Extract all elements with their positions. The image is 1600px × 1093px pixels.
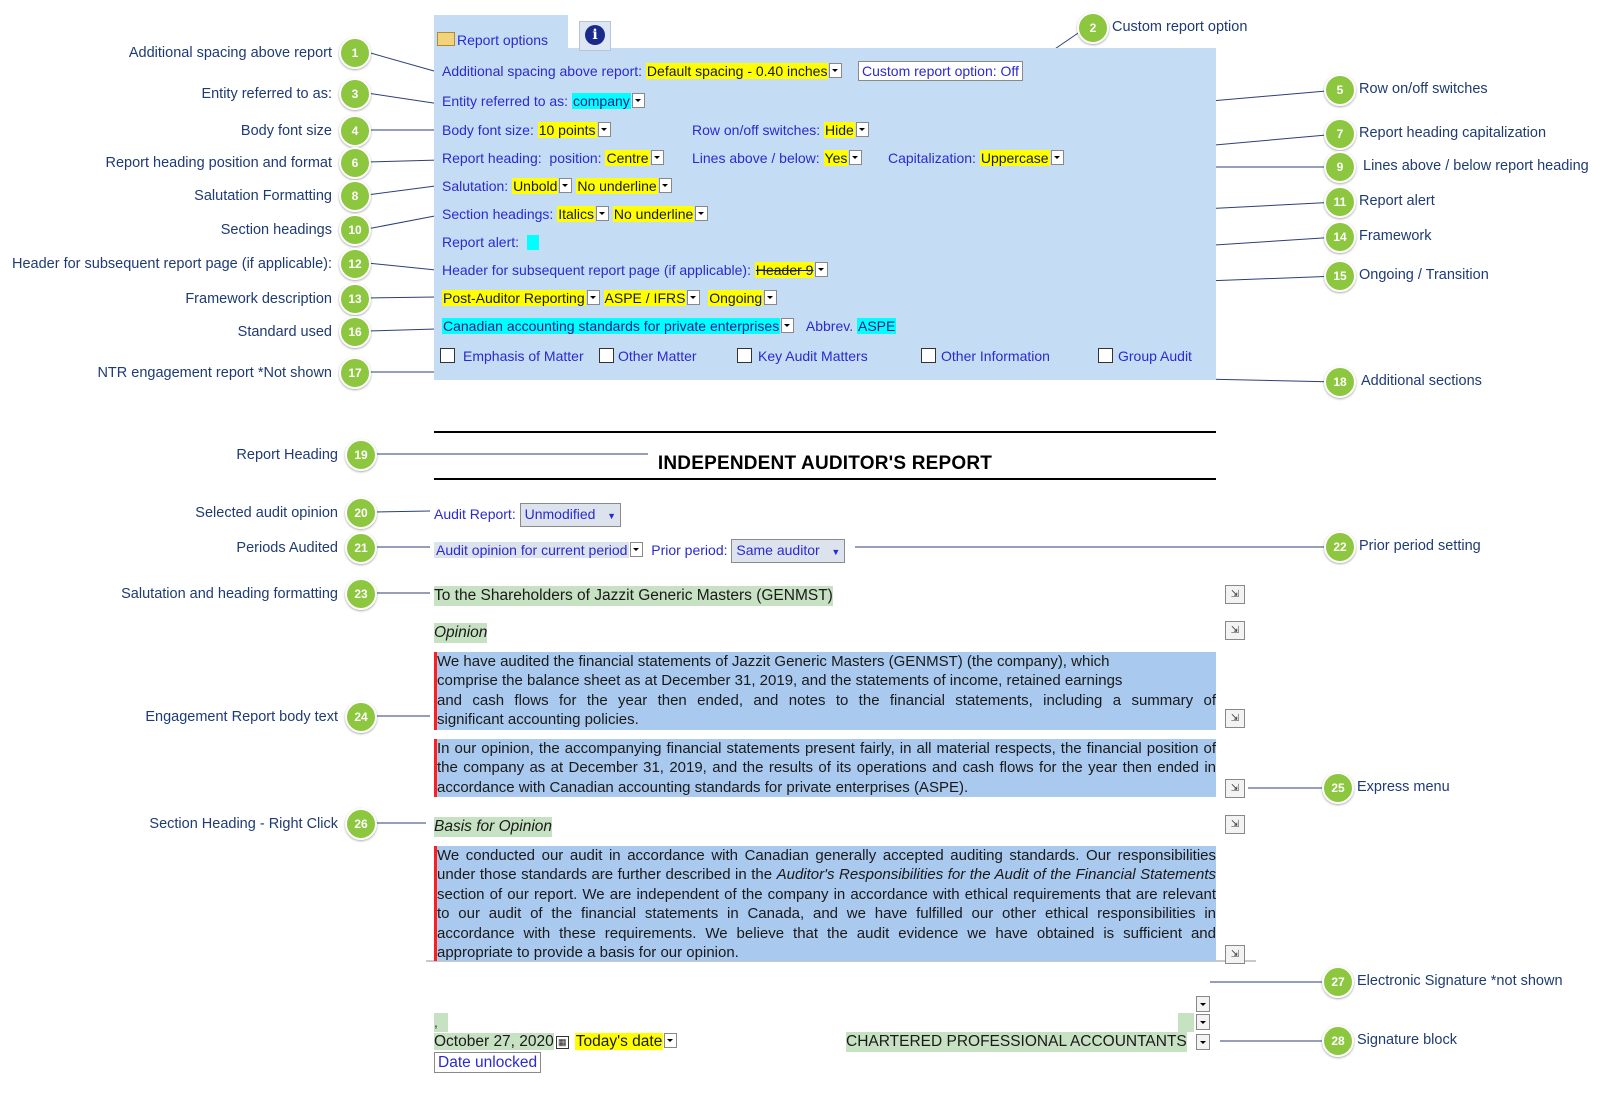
entity-select[interactable]: company — [572, 93, 630, 109]
section-checkbox-other-matter[interactable] — [599, 347, 697, 365]
section-headings-row — [442, 205, 708, 223]
info-button[interactable] — [579, 21, 611, 51]
callout-badge-26: 26 — [345, 808, 377, 840]
callout-label-8: Salutation Formatting — [194, 188, 332, 204]
capitalization-select[interactable]: Uppercase — [980, 150, 1049, 166]
callout-badge-27: 27 — [1322, 966, 1354, 998]
chevron-down-icon[interactable] — [1051, 150, 1064, 165]
report-heading-label: Report heading: — [442, 150, 542, 166]
callout-label-19: Report Heading — [236, 447, 338, 463]
position-label: position: — [549, 150, 602, 166]
chevron-down-icon[interactable] — [781, 318, 794, 333]
info-icon: i — [585, 25, 605, 45]
basis-paragraph[interactable] — [434, 846, 1216, 961]
callout-label-20: Selected audit opinion — [195, 505, 338, 521]
checkbox[interactable] — [921, 348, 936, 363]
chevron-down-icon: ▼ — [607, 511, 617, 521]
calendar-icon[interactable]: ▦ — [556, 1036, 569, 1049]
callout-badge-23: 23 — [345, 578, 377, 610]
callout-badge-1: 1 — [339, 37, 371, 69]
date-option-select[interactable]: Today's date — [575, 1033, 663, 1050]
callout-label-28: Signature block — [1357, 1032, 1457, 1048]
checkbox-label: Emphasis of Matter — [463, 348, 584, 364]
firm-name[interactable]: CHARTERED PROFESSIONAL ACCOUNTANTS — [846, 1033, 1187, 1050]
callout-label-16: Standard used — [237, 324, 332, 340]
report-heading-line-below — [434, 478, 1216, 480]
checkbox-label: Key Audit Matters — [758, 348, 868, 364]
opinion-paragraph-2[interactable] — [434, 739, 1216, 797]
callout-badge-25: 25 — [1322, 772, 1354, 804]
express-menu-icon[interactable]: ⇲ — [1225, 621, 1245, 640]
period-select[interactable]: Audit opinion for current period — [436, 542, 628, 558]
chevron-down-icon[interactable] — [849, 150, 862, 165]
spacing-select[interactable]: Default spacing - 0.40 inches — [646, 63, 828, 79]
report-title: INDEPENDENT AUDITOR'S REPORT — [657, 453, 993, 474]
salutation-label: Salutation: — [442, 178, 509, 194]
chevron-down-icon[interactable] — [687, 290, 700, 305]
standard-select[interactable]: Canadian accounting standards for private enterprises — [443, 318, 780, 334]
body-text: In our opinion, the accompanying financial statements present fairly, in all material respects, the financial position of the company as at December 31, 2019, and the results of its operations and cash flows for the year then ended in accordance with Canadian accounting standards for private enterprises (ASPE). — [437, 740, 1216, 796]
callout-badge-5: 5 — [1324, 74, 1356, 106]
callout-label-12: Header for subsequent report page (if applicable): — [12, 256, 332, 272]
spacing-label: Additional spacing above report: — [442, 63, 643, 79]
font-size-label: Body font size: — [442, 122, 534, 138]
callout-label-5: Row on/off switches — [1359, 81, 1488, 97]
chevron-down-icon: ▼ — [831, 547, 841, 557]
callout-badge-8: 8 — [339, 180, 371, 212]
font-size-select[interactable]: 10 points — [538, 122, 596, 138]
checkbox[interactable] — [599, 348, 614, 363]
row-switch-label: Row on/off switches: — [692, 122, 821, 138]
callout-label-15: Ongoing / Transition — [1359, 267, 1489, 283]
chevron-down-icon[interactable] — [764, 290, 777, 305]
chevron-down-icon[interactable] — [1196, 996, 1210, 1012]
audit-report-row — [434, 503, 621, 527]
callout-label-27: Electronic Signature *not shown — [1357, 973, 1563, 989]
signature-placeholder[interactable] — [1178, 1013, 1194, 1032]
audit-opinion-select[interactable] — [520, 503, 621, 527]
section-checkbox-kam[interactable] — [737, 347, 868, 365]
callout-label-7: Report heading capitalization — [1359, 125, 1547, 141]
callout-label-14: Framework — [1359, 228, 1432, 244]
express-menu-icon[interactable]: ⇲ — [1225, 945, 1245, 964]
express-menu-icon[interactable]: ⇲ — [1225, 815, 1245, 834]
custom-report-option-button[interactable]: Custom report option: Off — [858, 61, 1023, 81]
lines-label: Lines above / below: — [692, 150, 820, 166]
prior-period-label: Prior period: — [651, 542, 728, 558]
express-menu-icon[interactable]: ⇲ — [1225, 709, 1245, 728]
chevron-down-icon[interactable] — [632, 93, 645, 108]
callout-badge-7: 7 — [1324, 118, 1356, 150]
salutation-underline-select[interactable]: No underline — [577, 178, 657, 194]
callout-label-18: Additional sections — [1361, 373, 1482, 389]
callout-badge-15: 15 — [1324, 260, 1356, 292]
opinion-paragraph-1[interactable] — [434, 652, 1216, 730]
callout-label-21: Periods Audited — [236, 540, 338, 556]
header-select[interactable]: Header 9 — [755, 262, 814, 278]
callout-badge-13: 13 — [339, 283, 371, 315]
callout-badge-11: 11 — [1324, 186, 1356, 218]
audit-opinion-value: Unmodified — [524, 506, 596, 522]
report-heading-line-above — [434, 431, 1216, 433]
basis-heading[interactable]: Basis for Opinion — [434, 818, 553, 835]
prior-period-select[interactable] — [731, 539, 845, 563]
callout-label-23: Salutation and heading formatting — [121, 586, 338, 602]
header-label: Header for subsequent report page (if applicable): — [442, 262, 751, 278]
report-heading-row — [442, 149, 664, 167]
express-menu-icon[interactable]: ⇲ — [1225, 585, 1245, 604]
callout-label-6: Report heading position and format — [105, 155, 332, 171]
callout-badge-28: 28 — [1322, 1025, 1354, 1057]
callout-label-11: Report alert — [1359, 193, 1435, 209]
section-style-select[interactable]: Italics — [558, 206, 594, 222]
framework-row — [442, 289, 777, 307]
date-unlocked-button[interactable]: Date unlocked — [434, 1052, 541, 1073]
lines-row — [692, 149, 862, 167]
callout-badge-12: 12 — [339, 248, 371, 280]
report-options-label: Report options — [457, 32, 549, 48]
folder-icon — [437, 32, 455, 46]
body-text-italic: Auditor's Responsibilities for the Audit of the Financial Statements — [776, 866, 1217, 884]
opinion-heading[interactable]: Opinion — [434, 624, 488, 641]
body-text — [437, 846, 1216, 962]
body-line: and cash flows for the year then ended, and notes to the financial statements, including a summary of — [437, 691, 1216, 709]
callout-label-26: Section Heading - Right Click — [149, 816, 338, 832]
checkbox[interactable] — [737, 348, 752, 363]
report-date[interactable]: October 27, 2020 — [434, 1033, 554, 1050]
standard-row — [442, 317, 896, 335]
section-checkbox-emphasis[interactable] — [440, 347, 584, 365]
callout-label-24: Engagement Report body text — [145, 709, 338, 725]
report-alert-row — [442, 233, 539, 251]
callout-badge-14: 14 — [1324, 221, 1356, 253]
body-line: significant accounting policies. — [437, 711, 639, 729]
section-checkbox-group-audit[interactable] — [1098, 347, 1192, 365]
report-alert-label: Report alert: — [442, 234, 520, 250]
checkbox-label: Other Matter — [618, 348, 697, 364]
salutation-line[interactable]: To the Shareholders of Jazzit Generic Masters (GENMST) — [434, 587, 833, 604]
checkbox-label: Group Audit — [1118, 348, 1192, 364]
lines-select[interactable]: Yes — [824, 150, 848, 166]
checkbox-label: Other Information — [941, 348, 1050, 364]
abbrev-label: Abbrev. — [805, 318, 854, 334]
capitalization-label: Capitalization: — [888, 150, 976, 166]
framework-select[interactable]: ASPE / IFRS — [604, 290, 686, 306]
callout-badge-3: 3 — [339, 78, 371, 110]
body-text-part: We conducted our audit in accordance with Canadian generally accepted auditing standards. Our responsibilities under those standards are further described in the — [437, 847, 1216, 884]
chevron-down-icon[interactable] — [651, 150, 664, 165]
prior-period-value: Same auditor — [736, 542, 820, 558]
callout-label-9: Lines above / below report heading — [1363, 158, 1589, 174]
callout-label-22: Prior period setting — [1359, 538, 1481, 554]
entity-row — [442, 92, 645, 110]
chevron-down-icon[interactable] — [596, 206, 609, 221]
abbrev-value: ASPE — [857, 318, 896, 334]
callout-label-2: Custom report option — [1112, 19, 1248, 35]
body-text-part: section of our report. We are independent of the company in accordance with ethical requirements that are relevant to our audit of the financial statements in Canada, and we have fulfilled our other ethical responsibilities in accordance with these requirements. We believe that the audit evidence we have obtained is sufficient and appropriate to provide a basis for our opinion. — [437, 885, 1216, 962]
row-switch-row — [692, 121, 869, 139]
salutation-row — [442, 177, 672, 195]
callout-badge-6: 6 — [339, 147, 371, 179]
font-size-row — [442, 121, 611, 139]
framework-description-select[interactable]: Post-Auditor Reporting — [443, 290, 585, 306]
callout-label-10: Section headings — [220, 222, 332, 238]
header-row — [442, 261, 828, 279]
chevron-down-icon[interactable] — [829, 63, 842, 78]
row-switch-select[interactable]: Hide — [825, 122, 854, 138]
body-line: comprise the balance sheet as at December 31, 2019, and the statements of income, retained earnings — [437, 672, 1123, 690]
chevron-down-icon[interactable] — [587, 290, 600, 305]
express-menu-icon[interactable]: ⇲ — [1225, 779, 1245, 798]
chevron-down-icon[interactable] — [559, 178, 572, 193]
body-line: We have audited the financial statements of Jazzit Generic Masters (GENMST) (the company), which — [437, 653, 1110, 670]
checkbox[interactable] — [1098, 348, 1113, 363]
position-select[interactable]: Centre — [606, 150, 649, 166]
chevron-down-icon[interactable] — [659, 178, 672, 193]
chevron-down-icon[interactable] — [1196, 1014, 1210, 1030]
callout-badge-19: 19 — [345, 439, 377, 471]
signature-location[interactable]: , — [434, 1013, 448, 1032]
report-alert-swatch[interactable] — [527, 235, 539, 250]
callout-badge-18: 18 — [1324, 366, 1356, 398]
callout-label-13: Framework description — [185, 291, 332, 307]
section-checkbox-other-info[interactable] — [921, 347, 1050, 365]
period-row — [434, 539, 845, 563]
spacing-row — [442, 62, 842, 80]
chevron-down-icon[interactable] — [856, 122, 869, 137]
callout-badge-22: 22 — [1324, 531, 1356, 563]
section-underline-select[interactable]: No underline — [613, 206, 694, 222]
chevron-down-icon[interactable] — [630, 542, 643, 557]
callout-label-4: Body font size — [240, 123, 332, 139]
report-options-tab[interactable] — [437, 31, 548, 49]
salutation-bold-select[interactable]: Unbold — [513, 178, 558, 194]
callout-label-17: NTR engagement report *Not shown — [97, 365, 332, 381]
callout-badge-17: 17 — [339, 357, 371, 389]
audit-report-label: Audit Report: — [434, 506, 516, 522]
chevron-down-icon[interactable] — [664, 1033, 677, 1048]
checkbox[interactable] — [440, 348, 455, 363]
callout-badge-24: 24 — [345, 701, 377, 733]
callout-badge-16: 16 — [339, 316, 371, 348]
callout-badge-10: 10 — [339, 214, 371, 246]
capitalization-row — [888, 149, 1064, 167]
chevron-down-icon[interactable] — [695, 206, 708, 221]
callout-badge-4: 4 — [339, 115, 371, 147]
chevron-down-icon[interactable] — [1196, 1034, 1210, 1050]
callout-label-3: Entity referred to as: — [201, 86, 332, 102]
chevron-down-icon[interactable] — [598, 122, 611, 137]
entity-label: Entity referred to as: — [442, 93, 569, 109]
chevron-down-icon[interactable] — [815, 262, 828, 277]
callout-label-1: Additional spacing above report — [128, 45, 332, 61]
callout-badge-21: 21 — [345, 532, 377, 564]
date-row — [434, 1032, 677, 1052]
callout-badge-2: 2 — [1077, 12, 1109, 44]
ongoing-select[interactable]: Ongoing — [709, 290, 763, 306]
callout-badge-9: 9 — [1324, 151, 1356, 183]
section-headings-label: Section headings: — [442, 206, 554, 222]
callout-label-25: Express menu — [1357, 779, 1450, 795]
callout-badge-20: 20 — [345, 497, 377, 529]
